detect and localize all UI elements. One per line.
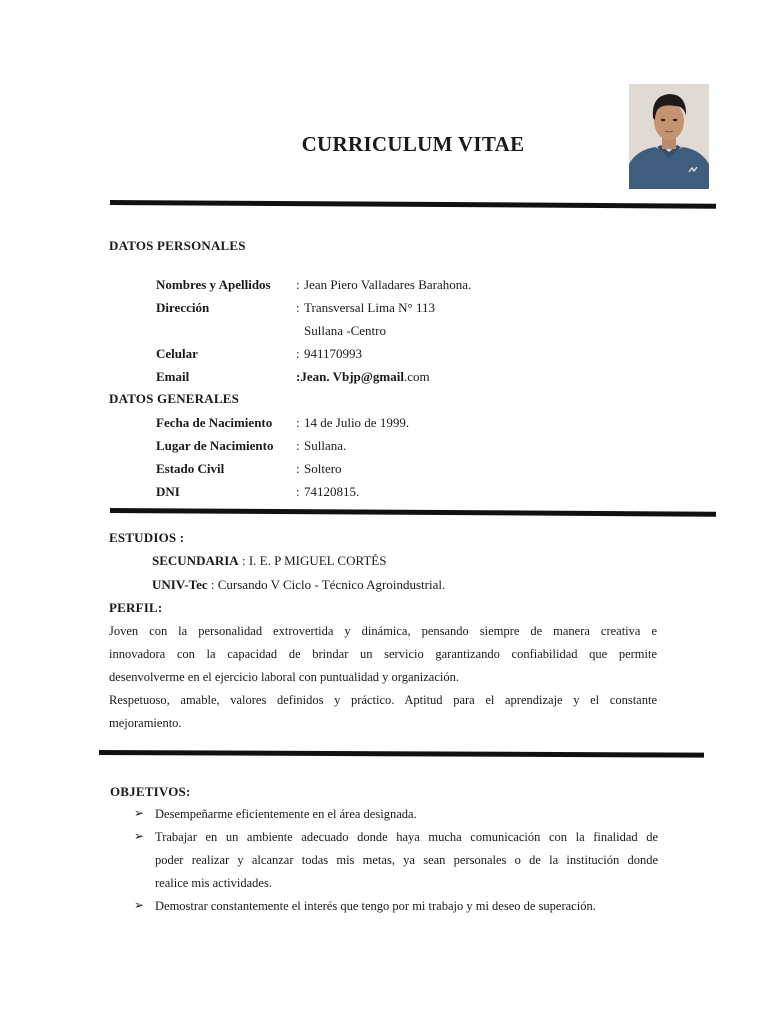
top-divider (110, 200, 716, 209)
arrow-bullet-icon: ➢ (134, 829, 145, 843)
profile-line: Respetuoso, amable, valores definidos y práctico. Aptitud para el aprendizaje y el constante (109, 693, 657, 707)
birthdate-colon: : (296, 415, 300, 430)
profile-line: innovadora con la capacidad de brindar un servicio garantizando confiabilidad que permite (109, 647, 657, 661)
civil-status-colon: : (296, 461, 300, 476)
dni-value: 74120815. (304, 484, 360, 499)
studies-item-value: Cursando V Ciclo - Técnico Agroindustrial. (217, 577, 446, 592)
name-label: Nombres y Apellidos (156, 277, 271, 292)
email-colon: : (296, 369, 301, 384)
email-value-bold: Jean. Vbjp@gmail (300, 369, 404, 384)
studies-item-label: SECUNDARIA (152, 553, 239, 568)
page-title: CURRICULUM VITAE (301, 132, 525, 156)
civil-status-label: Estado Civil (156, 461, 225, 476)
phone-colon: : (296, 346, 300, 361)
dni-label: DNI (156, 484, 180, 499)
address-colon: : (296, 300, 300, 315)
profile-line: Joven con la personalidad extrovertida y dinámica, pensando siempre de manera creativa e (109, 624, 657, 638)
phone-value: 941170993 (304, 346, 363, 361)
studies-heading: ESTUDIOS : (109, 530, 185, 545)
civil-status-value: Soltero (304, 461, 342, 476)
arrow-bullet-icon: ➢ (134, 806, 145, 820)
address-value: Transversal Lima N° 113 (304, 300, 435, 315)
birthplace-label: Lugar de Nacimiento (156, 438, 274, 453)
studies-item-label: UNIV-Tec (152, 577, 208, 592)
birthplace-value: Sullana. (304, 438, 347, 453)
email-value-rest: .com (403, 369, 430, 384)
arrow-bullet-icon: ➢ (134, 898, 145, 912)
studies-item-value: I. E. P MIGUEL CORTÉS (248, 553, 387, 568)
middle-divider (110, 508, 716, 517)
birthdate-value: 14 de Julio de 1999. (304, 415, 410, 430)
objective-item (155, 895, 658, 918)
profile-line: desenvolverme en el ejercicio laboral con puntualidad y organización. (109, 670, 459, 684)
address-value-line2: Sullana -Centro (304, 323, 386, 338)
objective-item (155, 826, 658, 895)
profile-heading: PERFIL: (109, 600, 163, 615)
studies-item-sep: : (207, 577, 218, 592)
birthplace-colon: : (296, 438, 300, 453)
general-data-heading: DATOS GENERALES (109, 391, 240, 406)
studies-item-sep: : (238, 553, 249, 568)
studies-item-univ (152, 577, 445, 593)
profile-photo (629, 84, 709, 189)
profile-paragraph-1 (109, 620, 657, 735)
objective-line: Desempeñarme eficientemente en el área designada. (155, 807, 417, 821)
studies-item-secondary (152, 553, 386, 569)
address-label: Dirección (156, 300, 210, 315)
birthdate-label: Fecha de Nacimiento (156, 415, 273, 430)
objective-line: realice mis actividades. (155, 876, 272, 890)
objective-item (155, 803, 658, 826)
email-value (296, 369, 430, 385)
bottom-divider (99, 750, 704, 758)
dni-colon: : (296, 484, 300, 499)
phone-label: Celular (156, 346, 198, 361)
email-label: Email (156, 369, 190, 384)
objectives-heading: OBJETIVOS: (110, 784, 191, 799)
objective-line: poder realizar y alcanzar todas mis metas, ya sean personales o de la institución donde (155, 853, 658, 867)
personal-data-heading: DATOS PERSONALES (109, 238, 246, 253)
objective-line: Demostrar constantemente el interés que tengo por mi trabajo y mi deseo de superación. (155, 899, 596, 913)
name-value: Jean Piero Valladares Barahona. (304, 277, 472, 292)
name-colon: : (296, 277, 300, 292)
profile-line: mejoramiento. (109, 716, 182, 730)
person-portrait-icon (629, 84, 709, 189)
objective-line: Trabajar en un ambiente adecuado donde haya mucha comunicación con la finalidad de (155, 830, 658, 844)
